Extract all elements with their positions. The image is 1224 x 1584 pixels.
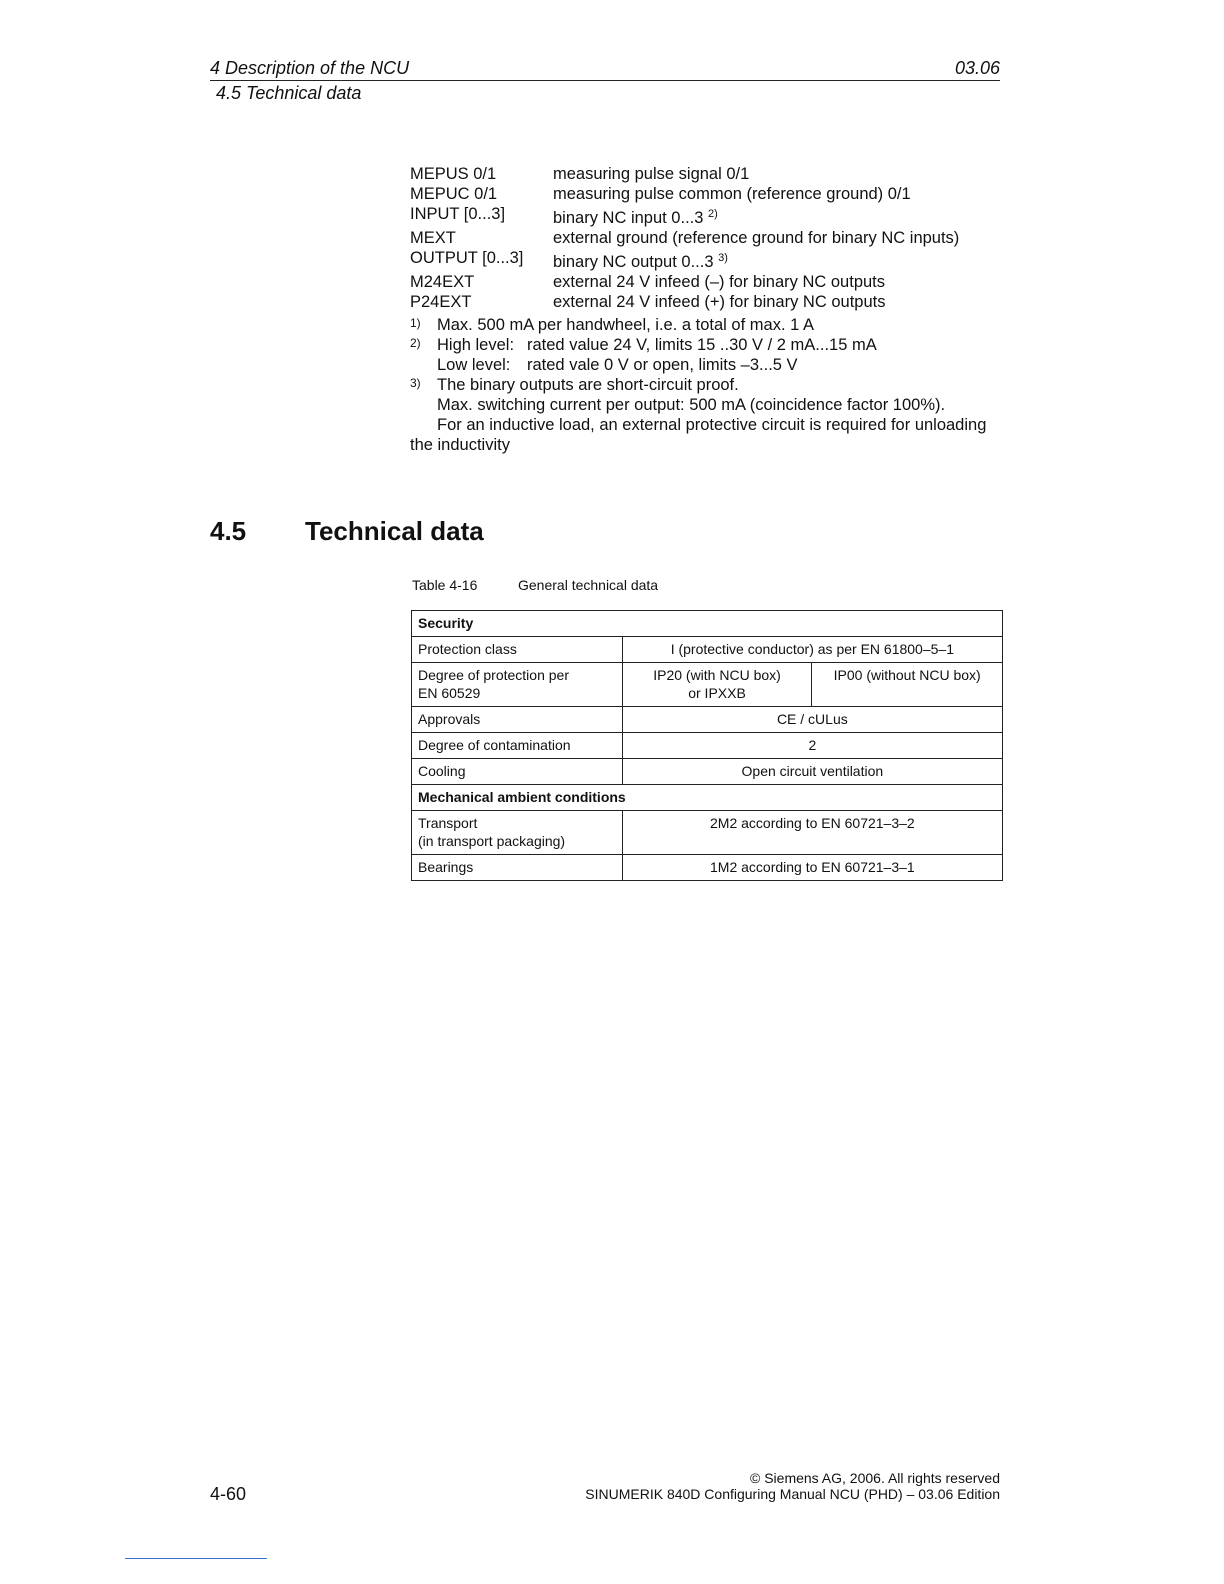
table-row (412, 759, 1003, 785)
technical-data-table (411, 610, 1003, 881)
footer-copyright-block (585, 1470, 1000, 1502)
signal-row (410, 164, 959, 184)
table-caption (412, 577, 658, 593)
cooling-value: Open circuit ventilation (622, 759, 1002, 785)
degree-label-line1: Degree of protection per (418, 667, 569, 683)
protection-class-value: I (protective conductor) as per EN 61800–5–1 (622, 637, 1002, 663)
footnote-text: Max. 500 mA per handwheel, i.e. a total of max. 1 A (437, 316, 814, 334)
signal-desc: external 24 V infeed (–) for binary NC outputs (553, 273, 886, 291)
running-header-version: 03.06 (954, 58, 1000, 78)
degree-value-with-box (622, 663, 812, 707)
signal-key: P24EXT (410, 293, 472, 311)
footnote-ref: 3) (718, 252, 728, 264)
low-level-text: rated vale 0 V or open, limits –3...5 V (527, 356, 798, 374)
table-row (412, 733, 1003, 759)
protection-class-label: Protection class (412, 637, 623, 663)
table-row (412, 663, 1003, 707)
signal-key: OUTPUT [0...3] (410, 249, 524, 267)
high-level-label: High level: (437, 336, 515, 354)
signal-row (410, 204, 959, 228)
degree-value-without-box: IP00 (without NCU box) (812, 663, 1003, 707)
footnote-marker: 1) (410, 316, 421, 330)
signal-row (410, 184, 959, 204)
signal-desc: external ground (reference ground for binary NC inputs) (553, 229, 960, 247)
footnote-2-low (410, 355, 1010, 375)
contamination-value: 2 (622, 733, 1002, 759)
signal-row (410, 228, 959, 248)
header-rule (210, 80, 1000, 81)
table-row (412, 855, 1003, 881)
footnote-marker: 2) (410, 336, 421, 350)
section-number: 4.5 (210, 516, 247, 546)
cooling-label: Cooling (412, 759, 623, 785)
signal-desc: binary NC output 0...3 (553, 253, 714, 271)
footnote-3 (410, 375, 1010, 395)
signal-key: M24EXT (410, 273, 475, 291)
signal-desc: measuring pulse common (reference ground) 0/1 (553, 185, 911, 203)
signal-key: MEPUC 0/1 (410, 185, 498, 203)
footnote-2 (410, 335, 1010, 355)
bearings-label: Bearings (412, 855, 623, 881)
approvals-label: Approvals (412, 707, 623, 733)
footnote-text: The binary outputs are short-circuit proof. (437, 376, 739, 394)
table-row (412, 637, 1003, 663)
approvals-value: CE / cULus (622, 707, 1002, 733)
signal-list (410, 164, 959, 312)
signal-key: MEPUS 0/1 (410, 165, 497, 183)
mechanical-header: Mechanical ambient conditions (412, 785, 1003, 811)
signal-desc: measuring pulse signal 0/1 (553, 165, 750, 183)
signal-row (410, 292, 959, 312)
degree-label-line2: EN 60529 (418, 685, 481, 701)
running-header-section: 4.5 Technical data (216, 83, 362, 103)
footnote-1 (410, 315, 1010, 335)
security-header: Security (412, 611, 1003, 637)
table-caption-title: General technical data (518, 577, 659, 593)
footnote-marker: 3) (410, 376, 421, 390)
footnote-3-line3: For an inductive load, an external protective circuit is required for unloading (437, 416, 987, 434)
low-level-label: Low level: (437, 356, 511, 374)
degree-value-a1: IP20 (with NCU box) (653, 667, 781, 683)
signal-desc: binary NC input 0...3 (553, 209, 704, 227)
table-row (412, 707, 1003, 733)
table-caption-number: Table 4-16 (412, 577, 478, 593)
page-number: 4-60 (210, 1484, 247, 1504)
manual-title: SINUMERIK 840D Configuring Manual NCU (PHD) – 03.06 Edition (585, 1486, 1000, 1502)
table-row (412, 811, 1003, 855)
signal-row (410, 248, 959, 272)
signal-key: MEXT (410, 229, 456, 247)
footnote-ref: 2) (708, 208, 718, 220)
section-title: Technical data (305, 516, 484, 546)
bearings-value: 1M2 according to EN 60721–3–1 (622, 855, 1002, 881)
footnote-3-line2: Max. switching current per output: 500 mA (coincidence factor 100%). (437, 396, 946, 414)
running-header-chapter: 4 Description of the NCU (210, 58, 410, 78)
signal-key: INPUT [0...3] (410, 205, 506, 223)
footnote-3-line4: the inductivity (410, 436, 510, 454)
footer-link-line (125, 1558, 267, 1559)
degree-of-protection-label (412, 663, 623, 707)
footnotes (410, 315, 1010, 455)
contamination-label: Degree of contamination (412, 733, 623, 759)
transport-label (412, 811, 623, 855)
degree-value-a2: or IPXXB (688, 685, 746, 701)
copyright-text: © Siemens AG, 2006. All rights reserved (750, 1470, 1000, 1486)
transport-label-line1: Transport (418, 815, 478, 831)
high-level-text: rated value 24 V, limits 15 ..30 V / 2 mA...15 mA (527, 336, 877, 354)
signal-row (410, 272, 959, 292)
signal-desc: external 24 V infeed (+) for binary NC outputs (553, 293, 886, 311)
table-row (412, 785, 1003, 811)
transport-label-line2: (in transport packaging) (418, 833, 566, 849)
table-row (412, 611, 1003, 637)
transport-value: 2M2 according to EN 60721–3–2 (622, 811, 1002, 855)
